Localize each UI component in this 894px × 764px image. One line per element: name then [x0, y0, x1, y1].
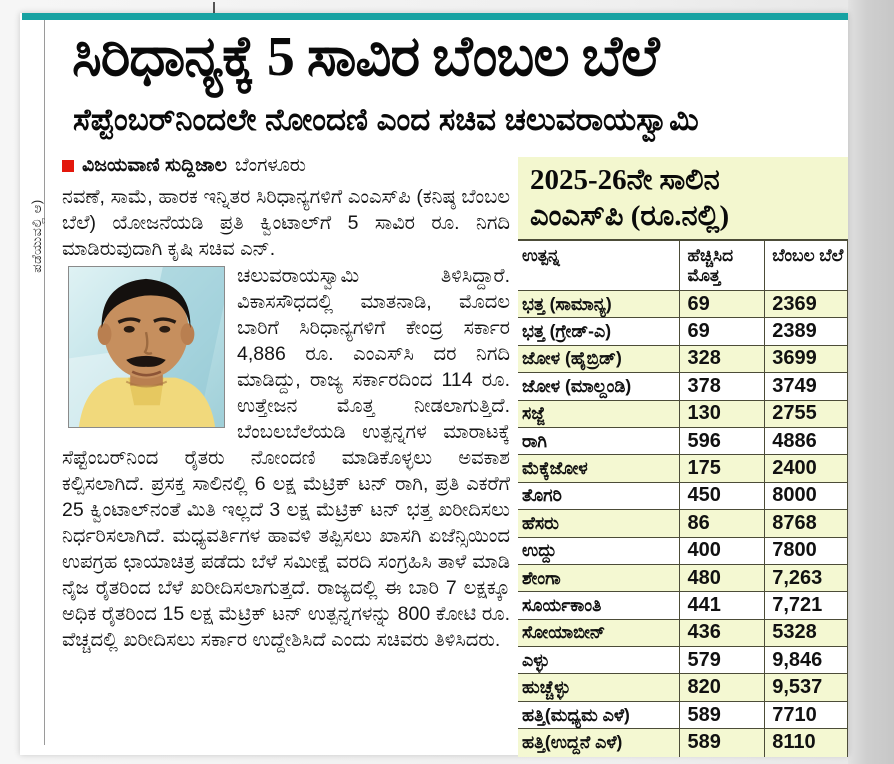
- cell-product: ಭತ್ತ (ಸಾಮಾನ್ಯ): [522, 293, 612, 314]
- teal-accent-bar: [22, 13, 848, 20]
- cell-increase: 820: [679, 674, 764, 700]
- byline: [62, 155, 510, 177]
- column-header-increase: ಹೆಚ್ಚಿಸಿದ ಮೊತ್ತ: [679, 241, 764, 290]
- table-row: [518, 510, 847, 537]
- cell-increase: 130: [679, 401, 764, 427]
- cell-support: 8110: [764, 729, 847, 756]
- cell-product: ಉದ್ದು: [522, 540, 557, 561]
- cell-increase: 175: [679, 455, 764, 481]
- table-row: [518, 729, 847, 756]
- cell-support: 2755: [764, 401, 847, 427]
- cell-product: ಹತ್ತಿ(ಉದ್ದನೆ ಎಳೆ): [522, 732, 623, 753]
- cell-increase: 480: [679, 565, 764, 591]
- body-paragraph-2-wrap: [62, 263, 510, 653]
- cell-support: 8000: [764, 483, 847, 509]
- headline: ಸಿರಿಧಾನ್ಯಕ್ಕೆ 5 ಸಾವಿರ ಬೆಂಬಲ ಬೆಲೆ: [72, 26, 659, 88]
- cell-increase: 589: [679, 729, 764, 756]
- crop-mark: [213, 2, 215, 13]
- cell-product: ಜೋಳ (ಹೈಬ್ರಿಡ್): [522, 348, 622, 369]
- table-row: [518, 565, 847, 592]
- cell-support: 2389: [764, 318, 847, 344]
- minister-portrait-photo: [68, 266, 225, 428]
- cell-increase: 589: [679, 702, 764, 728]
- subheadline: ಸೆಪ್ಟೆಂಬರ್‌ನಿಂದಲೇ ನೋಂದಣಿ ಎಂದ ಸಚಿವ ಚಲುವರಾಯಸ್ವಾಮಿ: [73, 102, 699, 137]
- cell-support: 7800: [764, 538, 847, 564]
- cell-product: ಭತ್ತ (ಗ್ರೇಡ್-ಎ): [522, 321, 612, 342]
- cell-support: 9,846: [764, 647, 847, 673]
- margin-rotated-text: ಪಡೆಯುವಲ್ಲಿ ಆ): [29, 199, 44, 273]
- table-row: [518, 620, 847, 647]
- cell-support: 7,263: [764, 565, 847, 591]
- cell-product: ಸಜ್ಜೆ: [522, 403, 545, 424]
- cell-product: ಹುಚ್ಚೆಳ್ಳು: [522, 677, 571, 698]
- cell-support: 5328: [764, 620, 847, 646]
- table-row: [518, 318, 847, 345]
- cell-increase: 400: [679, 538, 764, 564]
- table-row: [518, 483, 847, 510]
- msp-table-column-header: [518, 241, 847, 291]
- msp-table-title: [518, 157, 848, 241]
- table-row: [518, 674, 847, 701]
- cell-product: ಎಳ್ಳು: [522, 649, 550, 670]
- cell-increase: 328: [679, 346, 764, 372]
- msp-table-title-line2: ಎಂಎಸ್‌ಪಿ (ರೂ.ನಲ್ಲಿ): [530, 200, 730, 232]
- cell-support: 7,721: [764, 592, 847, 618]
- body-paragraph-1: ನವಣೆ, ಸಾಮೆ, ಹಾರಕ ಇನ್ನಿತರ ಸಿರಿಧಾನ್ಯಗಳಿಗೆ ಎಂಎಸ್‌ಪಿ (ಕನಿಷ್ಠ ಬೆಂಬಲ ಬೆಲೆ) ಯೋಜನೆಯಡಿ ಪ್ರತಿ ಕ್ವಿಂಟಾಲ್‌ಗೆ 5 ಸಾವಿರ ರೂ. ನಿಗದಿ ಮಾಡಿರುವುದಾಗಿ ಕೃಷಿ ಸಚಿವ ಎನ್.: [62, 186, 510, 260]
- table-row: [518, 647, 847, 674]
- table-row: [518, 702, 847, 729]
- column-header-support: ಬೆಂಬಲ ಬೆಲೆ: [764, 241, 847, 290]
- cell-support: 8768: [764, 510, 847, 536]
- cell-increase: 86: [679, 510, 764, 536]
- msp-table: [518, 157, 848, 757]
- cell-increase: 579: [679, 647, 764, 673]
- cell-increase: 378: [679, 373, 764, 399]
- viewer-right-gutter: [848, 0, 894, 764]
- cell-product: ಸೋಯಾಬೀನ್: [522, 622, 606, 643]
- table-row: [518, 538, 847, 565]
- table-row: [518, 592, 847, 619]
- cell-support: 2400: [764, 455, 847, 481]
- cell-product: ಹೆಸರು: [522, 512, 559, 533]
- column-header-product: ಉತ್ಪನ್ನ: [522, 246, 560, 265]
- table-row: [518, 346, 847, 373]
- cell-product: ರಾಗಿ: [522, 430, 548, 451]
- column-rule: [44, 20, 45, 745]
- msp-table-grid: [518, 241, 848, 757]
- cell-product: ಹತ್ತಿ(ಮಧ್ಯಮ ಎಳೆ): [522, 704, 630, 725]
- cell-product: ತೊಗರಿ: [522, 485, 562, 506]
- cell-product: ಸೂರ್ಯಕಾಂತಿ: [522, 594, 602, 615]
- article-column: [62, 155, 510, 653]
- table-row: [518, 428, 847, 455]
- cell-product: ಮೆಕ್ಕೆಜೋಳ: [522, 458, 588, 479]
- cell-support: 7710: [764, 702, 847, 728]
- byline-agency: ವಿಜಯವಾಣಿ ಸುದ್ದಿಜಾಲ: [82, 155, 227, 176]
- cell-increase: 596: [679, 428, 764, 454]
- table-row: [518, 373, 847, 400]
- cell-increase: 441: [679, 592, 764, 618]
- byline-city: ಬೆಂಗಳೂರು: [234, 155, 306, 176]
- cell-support: 2369: [764, 291, 847, 317]
- cell-support: 3699: [764, 346, 847, 372]
- cell-product: ಶೇಂಗಾ: [522, 567, 561, 588]
- cell-increase: 450: [679, 483, 764, 509]
- table-row: [518, 455, 847, 482]
- msp-table-title-line1: 2025-26ನೇ ಸಾಲಿನ: [530, 163, 720, 196]
- msp-table-rows: [518, 291, 847, 757]
- cell-product: ಜೋಳ (ಮಾಲ್ದಂಡಿ): [522, 375, 632, 396]
- newspaper-clipping: [20, 13, 848, 755]
- cell-support: 4886: [764, 428, 847, 454]
- byline-bullet-icon: [62, 160, 74, 172]
- cell-increase: 436: [679, 620, 764, 646]
- table-row: [518, 291, 847, 318]
- cell-increase: 69: [679, 318, 764, 344]
- body-paragraph-2: ಚಲುವರಾಯಸ್ವಾಮಿ ತಿಳಿಸಿದ್ದಾರೆ. ವಿಕಾಸಸೌಧದಲ್ಲಿ ಮಾತನಾಡಿ, ಮೊದಲ ಬಾರಿಗೆ ಸಿರಿಧಾನ್ಯಗಳಿಗೆ ಕೇಂದ್ರ ಸರ್ಕಾರ 4,886 ರೂ. ಎಂಎಸ್‌ಸಿ ದರ ನಿಗದಿ ಮಾಡಿದ್ದು, ರಾಜ್ಯ ಸರ್ಕಾರದಿಂದ 114 ರೂ. ಉತ್ತೇಜನ ಮೊತ್ತ ನೀಡಲಾಗುತ್ತಿದೆ. ಬೆಂಬಲಬೆಲೆಯಡಿ ಉತ್ಪನ್ನಗಳ ಮಾರಾಟಕ್ಕೆ ಸೆಪ್ಟೆಂಬರ್‌ನಿಂದ ರೈತರು ನೋಂದಣಿ ಮಾಡಿಕೊಳ್ಳಲು ಅವಕಾಶ ಕಲ್ಪಿಸಲಾಗಿದೆ. ಪ್ರಸಕ್ತ ಸಾಲಿನಲ್ಲಿ 6 ಲಕ್ಷ ಮೆಟ್ರಿಕ್ ಟನ್ ರಾಗಿ, ಪ್ರತಿ ಎಕರೆಗೆ 25 ಕ್ವಿಂಟಾಲ್‌ನಂತೆ ಮಿತಿ ಇಲ್ಲದೆ 3 ಲಕ್ಷ ಮೆಟ್ರಿಕ್ ಟನ್ ಭತ್ತ ಖರೀದಿಸಲು ನಿರ್ಧರಿಸಲಾಗಿದೆ. ಮಧ್ಯವರ್ತಿಗಳ ಹಾವಳಿ ತಪ್ಪಿಸಲು ಖಾಸಗಿ ಏಜೆನ್ಸಿಯಿಂದ ಉಪಗ್ರಹ ಛಾಯಾಚಿತ್ರ ಪಡೆದು ಬೆಳೆ ಸಮೀಕ್ಷೆ ವರದಿ ಸಂಗ್ರಹಿಸಿ ತಾಳೆ ಮಾಡಿ ನೈಜ ರೈತರಿಂದ ಬೆಳೆ ಖರೀದಿಸಲಾಗುತ್ತದೆ. ರಾಜ್ಯದಲ್ಲಿ ಈ ಬಾರಿ 7 ಲಕ್ಷಕ್ಕೂ ಅಧಿಕ ರೈತರಿಂದ 15 ಲಕ್ಷ ಮೆಟ್ರಿಕ್ ಟನ್ ಉತ್ಪನ್ನಗಳನ್ನು 800 ಕೋಟಿ ರೂ. ವೆಚ್ಚದಲ್ಲಿ ಖರೀದಿಸಲು ಸರ್ಕಾರ ಉದ್ದೇಶಿಸಿದೆ ಎಂದು ಸಚಿವರು ತಿಳಿಸಿದರು.: [62, 265, 510, 651]
- cell-increase: 69: [679, 291, 764, 317]
- cell-support: 9,537: [764, 674, 847, 700]
- table-row: [518, 401, 847, 428]
- cell-support: 3749: [764, 373, 847, 399]
